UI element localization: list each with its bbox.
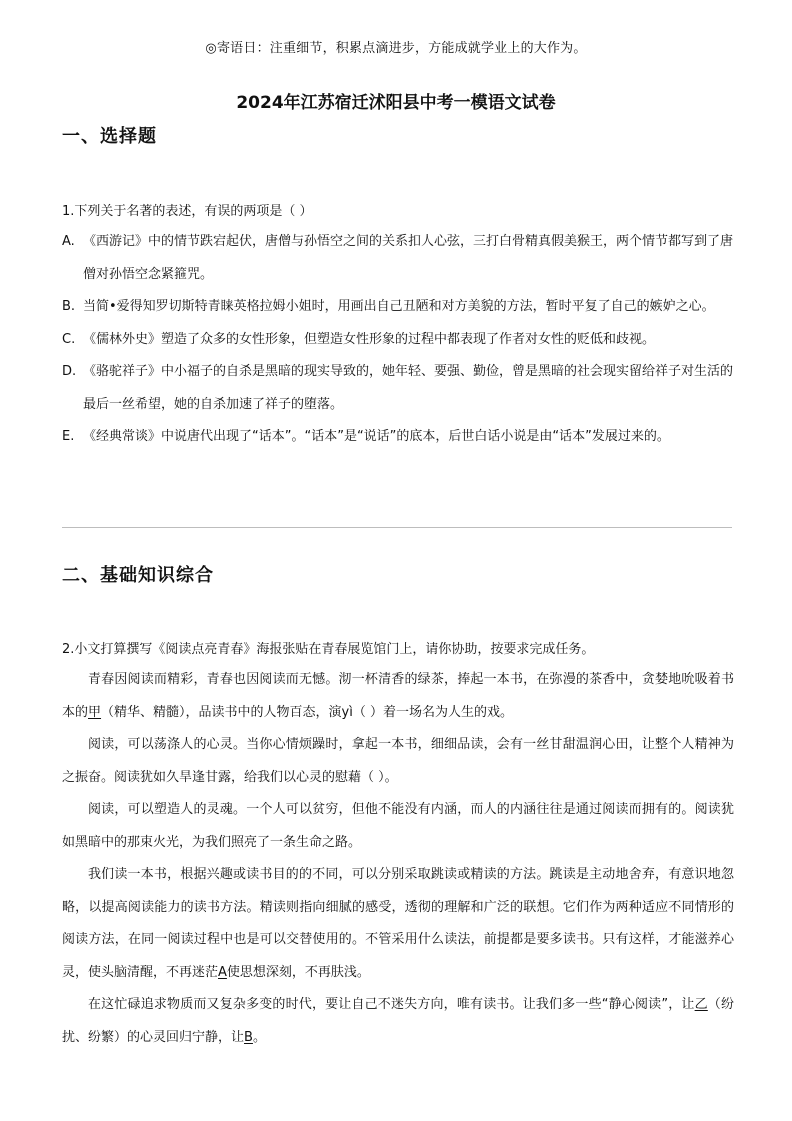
- para5-text-c: 。: [252, 1029, 266, 1045]
- option-b-text: 当简•爱得知罗切斯特青睐英格拉姆小姐时，用画出自己丑陋和对方美貌的方法，暂时平复了自己的嫉妒之心。: [83, 299, 715, 314]
- section-divider: [62, 527, 732, 528]
- passage-paragraph-2: 阅读，可以荡涤人的心灵。当你心情烦躁时，拿起一本书，细细品读，会有一丝甘甜温润心田，让整个人精神为之振奋。阅读犹如久旱逢甘露，给我们以心灵的慰藉（ ）。: [62, 737, 734, 785]
- passage-paragraph-3: 阅读，可以塑造人的灵魂。一个人可以贫穷，但他不能没有内涵，而人的内涵往往是通过阅读而拥有的。阅读犹如黑暗中的那束火光，为我们照亮了一条生命之路。: [62, 802, 734, 850]
- passage-paragraph-5: [62, 989, 734, 1054]
- option-c: [62, 324, 734, 357]
- para5-text-a: 在这忙碌追求物质而又复杂多变的时代，要让自己不迷失方向，唯有读书。让我们多一些“静心阅读”，让: [88, 997, 695, 1012]
- para4-text-a: 我们读一本书，根据兴趣或读书目的的不同，可以分别采取跳读或精读的方法。跳读是主动地舍弃，有意识地忽略，以提高阅读能力的读书方法。精读则指向细腻的感受，透彻的理解和广泛的联想。它们作为两种适应不同情形的阅读方法，在同一阅读过程中也是可以交替使用的。不管采用什么读法，前提都是要多读书。只有这样，才能滋养心灵，使头脑清醒，不再迷茫: [62, 867, 734, 980]
- option-d: [62, 356, 734, 421]
- passage-paragraph-4: [62, 859, 734, 989]
- para1-text-b: （精华、精髓），品读书中的人物百态，演yì（ ）着一场名为人生的戏。: [101, 704, 513, 720]
- option-d-letter: D.: [62, 364, 77, 379]
- option-a-text: 《西游记》中的情节跌宕起伏，唐僧与孙悟空之间的关系扣人心弦，三打白骨精真假美猴王，两个情节都写到了唐僧对孙悟空念紧箍咒。: [83, 234, 734, 282]
- blank-a: A: [218, 964, 227, 980]
- para5-text-b: （纷扰、纷繁）的心灵回归宁静，让: [62, 997, 734, 1045]
- page-motto: ◎寄语日：注重细节，积累点滴进步，方能成就学业上的大作为。: [205, 41, 587, 56]
- para1-text-a: 青春因阅读而精彩，青春也因阅读而无憾。沏一杯清香的绿茶，捧起一本书，在弥漫的茶香中，贪婪地吮吸着书本的: [62, 672, 734, 720]
- option-e-letter: E.: [62, 429, 75, 444]
- question-1-stem: 1.下列关于名著的表述，有误的两项是（ ）: [62, 204, 313, 219]
- option-c-text: 《儒林外史》塑造了众多的女性形象，但塑造女性形象的过程中都表现了作者对女性的贬低和歧视。: [83, 331, 656, 347]
- section-heading-basics: 二、基础知识综合: [62, 565, 214, 586]
- question-1-options: [62, 226, 734, 454]
- section-heading-choice: 一、选择题: [62, 126, 157, 147]
- option-c-letter: C.: [62, 331, 76, 347]
- para4-text-b: 使思想深刻，不再肤浅。: [226, 964, 370, 980]
- option-b-letter: B.: [62, 299, 76, 314]
- option-a-letter: A.: [62, 234, 75, 249]
- option-d-text: 《骆驼祥子》中小福子的自杀是黑暗的现实导致的，她年轻、要强、勤俭，曾是黑暗的社会现实留给祥子对生活的最后一丝希望，她的自杀加速了祥子的堕落。: [83, 364, 734, 412]
- option-a: [62, 226, 734, 291]
- blank-yi: 乙: [694, 997, 708, 1012]
- blank-b: B: [244, 1029, 253, 1045]
- document-title: 2024年江苏宿迁沭阳县中考一模语文试卷: [236, 93, 556, 113]
- question-2-passage: [62, 664, 734, 1054]
- option-e: [62, 421, 734, 454]
- question-2-stem: 2.小文打算撰写《阅读点亮青春》海报张贴在青春展览馆门上，请你协助，按要求完成任务。: [62, 642, 595, 657]
- option-e-text: 《经典常谈》中说唐代出现了“话本”。“话本”是“说话”的底本，后世白话小说是由“话本”发展过来的。: [83, 429, 670, 444]
- blank-jia: 甲: [88, 704, 102, 720]
- option-b: [62, 291, 734, 324]
- passage-paragraph-1: [62, 664, 734, 729]
